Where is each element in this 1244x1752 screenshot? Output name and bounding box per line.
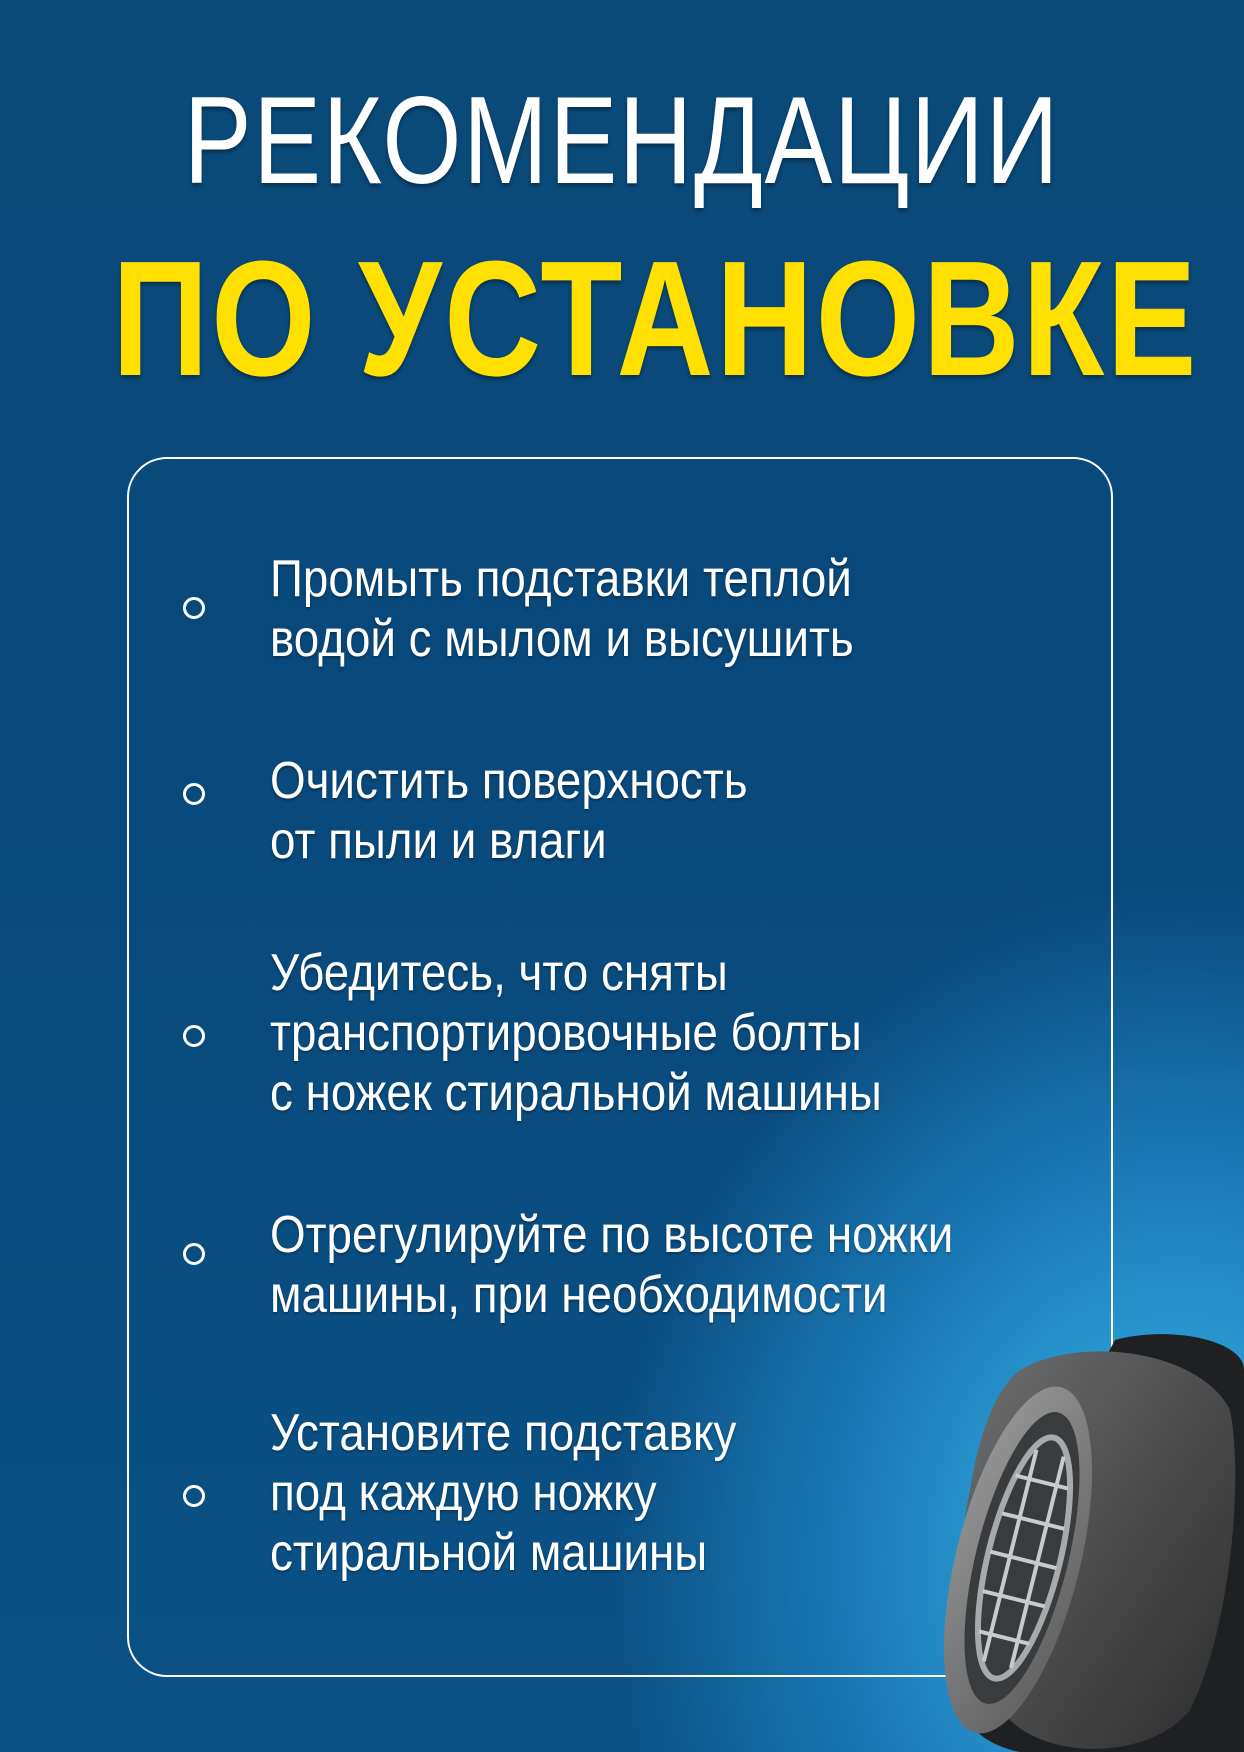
title-line-2: ПО УСТАНОВКЕ (111, 227, 1199, 410)
list-item-text: Очистить поверхность от пыли и влаги (270, 752, 748, 870)
circle-bullet-icon (183, 1485, 205, 1507)
list-item-text: Промыть подставки теплой водой с мылом и высушить (270, 550, 854, 668)
title-line-1: РЕКОМЕНДАЦИИ (183, 72, 1061, 210)
circle-bullet-icon (183, 597, 205, 619)
circle-bullet-icon (183, 1025, 205, 1047)
list-item-text: Убедитесь, что сняты транспортировочные болты с ножек стиральной машины (270, 944, 882, 1122)
circle-bullet-icon (183, 783, 205, 805)
anti-vibration-pad-image (900, 1330, 1244, 1752)
list-item-text: Установите подставку под каждую ножку стиральной машины (270, 1404, 737, 1582)
list-item-text: Отрегулируйте по высоте ножки машины, при необходимости (270, 1206, 954, 1324)
circle-bullet-icon (183, 1243, 205, 1265)
